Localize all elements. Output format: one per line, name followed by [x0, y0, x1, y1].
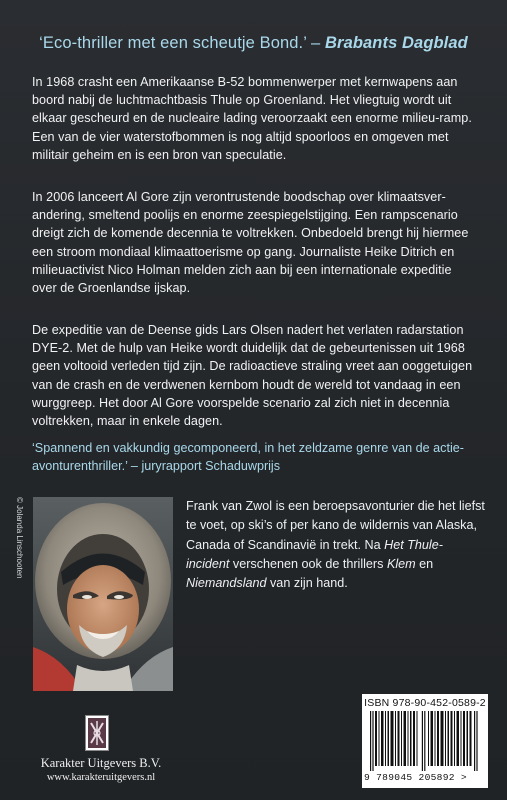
publisher-block — [36, 756, 166, 785]
publisher-logo — [85, 715, 109, 751]
press-quote-source: Brabants Dagblad — [325, 34, 468, 52]
author-bio — [186, 497, 486, 593]
jury-quote: ‘Spannend en vakkundig gecomponeerd, in het zeldzame genre van de actie-avonturenthriller.’ – juryrapport Schaduwprijs — [32, 441, 464, 474]
press-quote — [0, 34, 507, 53]
author-photo — [33, 497, 173, 691]
blurb-paragraph-3: De expeditie van de Deense gids Lars Olsen nadert het verlaten radarstation DYE-2. Met de hulp van Heike wordt duidelijk dat de gebeurtenissen uit 1968 geen voltooid verleden tijd zijn. De radioactieve straling vreet aan ooggetuigen van de crash en de verdwenen kernbom houdt de wereld tot vandaag in een wurggreep. Het door Al Gore voorspelde scenario zal zich niet in decennia voltrekken, maar in enkele dagen. — [32, 323, 473, 429]
publisher-name: Karakter Uitgevers B.V. — [40, 756, 162, 770]
photo-credit — [14, 497, 26, 617]
isbn-barcode — [362, 694, 488, 788]
bio-book-title-2: Klem — [386, 556, 416, 571]
isbn-label: ISBN 978-90-452-0589-2 — [364, 697, 486, 709]
photo-credit-text: © Jolanda Linschooten — [15, 497, 24, 579]
bio-book-title-1: Het Thule-incident — [186, 537, 443, 571]
blurb-paragraph-1: In 1968 crasht een Amerikaanse B-52 bommenwerper met kernwapens aan boord nabij de luchtmachtbasis Thule op Groenland. Het vliegtuig wordt uit elkaar gescheurd en de nucleaire lading veroorzaakt een enorme milieu-ramp. Een van de vier waterstofbommen is nog altijd spoorloos en omgeven met militair geheim en is een bron van speculatie. — [32, 75, 472, 162]
publisher-url: www.karakteruitgevers.nl — [46, 772, 156, 783]
kuk-monogram-icon — [85, 715, 109, 751]
bio-text-1: Frank van Zwol is een beroepsavonturier die het liefst te voet, op ski’s of per kano de wildernis van Alaska, Canada of Scandinavië in trekt. Na — [186, 499, 485, 552]
blurb-paragraph-2: In 2006 lanceert Al Gore zijn verontrustende boodschap over klimaatsver-andering, smeltend poolijs en enorme zeespiegelstijging. Een rampscenario dreigt zich de komende decennia te voltrekken. Onbedoeld brengt hij hiermee een stroom mondiaal klimaattoerisme op gang. Journaliste Heike Ditrich en milieuactivist Nico Holman melden zich aan bij een internationale expeditie over de Groenlandse ijskap. — [32, 190, 469, 296]
barcode-bars — [370, 711, 480, 771]
bio-text-3: en — [415, 556, 434, 571]
author-portrait-illustration — [33, 497, 173, 691]
bio-book-title-3: Niemandsland — [186, 576, 267, 591]
bio-text-4: van zijn hand. — [266, 576, 348, 591]
barcode-digits: 9 789045 205892 > — [364, 772, 467, 783]
bio-text-2: verschenen ook de thrillers — [229, 556, 387, 571]
press-quote-text: ‘Eco-thriller met een scheutje Bond.’ – — [39, 34, 326, 52]
